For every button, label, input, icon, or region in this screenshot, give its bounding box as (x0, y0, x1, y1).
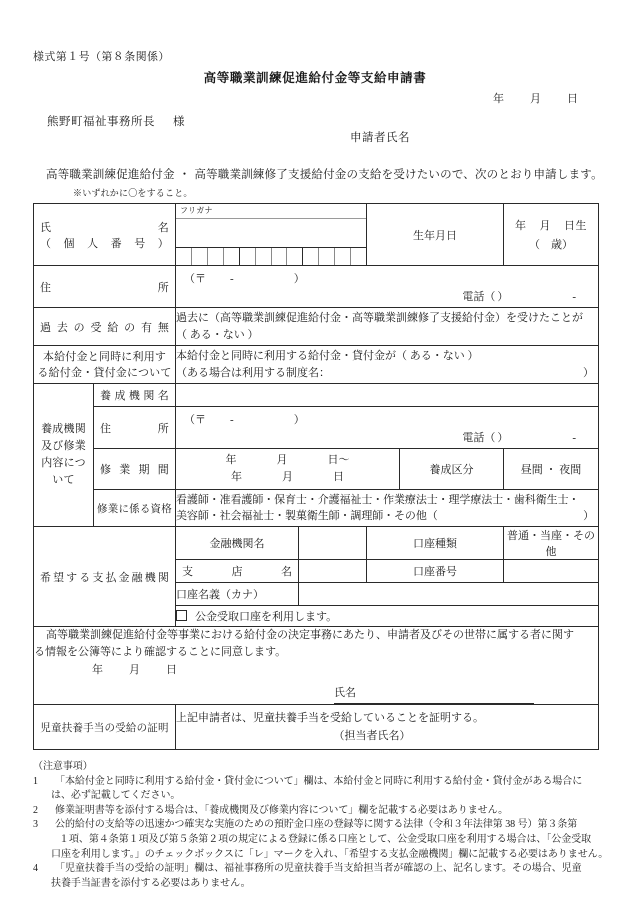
concurrent-line2: （ある場合は利用する制度名： (176, 366, 331, 379)
zip-line (176, 266, 598, 286)
account-holder-label: 口座名義（カナ） (176, 583, 299, 606)
zip-mark: （〒 (184, 273, 207, 285)
certification-label-cell (34, 705, 176, 750)
notes-section (33, 760, 613, 891)
qualification-close-paren: ） (583, 510, 595, 522)
notes-title: （注意事項） (33, 761, 93, 772)
intro-note: ※いずれかに〇をすること。 (73, 188, 193, 198)
concurrent-line2-wrap (176, 365, 598, 382)
institution-group-label-line2: 及び修業 (41, 440, 86, 452)
bank-group-label-text: 希望する支払金融機関 (40, 571, 170, 584)
name-label-line1: 氏 名 (40, 221, 170, 234)
consent-cell (34, 627, 599, 705)
institution-zip-close: ） (293, 414, 305, 426)
concurrent-value-cell[interactable] (176, 346, 599, 384)
zip-close-paren: ） (293, 273, 305, 285)
telephone-label: 電話（ (462, 291, 496, 303)
note-line: は、必ず記載してください。 (51, 790, 181, 802)
past-receipt-line1: 過去に（高等職業訓練促進給付金・高等職業訓練修了支援給付金）を受けたことが (176, 311, 584, 324)
intro-tail: の支給を受けたいので、次のとおり申請します。 (346, 169, 603, 181)
qualification-line2-wrap (176, 508, 598, 524)
my-number-box[interactable] (272, 248, 288, 265)
institution-tel-label: 電話（ (462, 432, 496, 444)
account-number-label: 口座番号 (367, 560, 504, 583)
my-number-box[interactable] (287, 248, 303, 265)
account-type-value[interactable]: 普通・当座・その他 (504, 527, 599, 560)
telephone-dash: - (572, 291, 577, 303)
period-end-day: 日 (333, 471, 345, 483)
period-start-month: 月 (276, 454, 288, 466)
institution-zip-mark: （〒 (184, 414, 207, 426)
my-number-box[interactable] (303, 248, 319, 265)
my-number-box[interactable] (319, 248, 335, 265)
note-body (51, 775, 582, 804)
furigana-label: フリガナ (176, 205, 366, 219)
institution-tel-close: ） (497, 432, 509, 444)
institution-zip-dash: - (230, 414, 234, 426)
concurrent-line2-close: ） (583, 366, 595, 379)
note-item (33, 818, 613, 862)
certification-line2[interactable]: （担当者氏名） (333, 730, 411, 742)
table-row-certification (34, 705, 599, 750)
institution-tel-dash: - (572, 432, 577, 444)
institution-name-input[interactable] (176, 384, 599, 407)
institution-address-label-text: 住 所 (100, 422, 170, 435)
past-receipt-label: 過 去 の 受 給 の 有 無 (40, 321, 170, 334)
institution-group-label-line1: 養成機関 (41, 423, 86, 435)
name-label-line2: （ 個 人 番 号 ） (40, 237, 170, 250)
my-number-box[interactable] (192, 248, 208, 265)
consent-date-year: 年 (92, 664, 103, 676)
qualification-label-text: 修業に係る資格 (97, 503, 172, 515)
table-row-name (34, 204, 599, 266)
past-receipt-line2[interactable]: （ ある・ない ） (176, 328, 259, 341)
note-body (51, 862, 582, 891)
table-row-concurrent (34, 346, 599, 384)
my-number-box[interactable] (256, 248, 272, 265)
date-day-label: 日 (567, 93, 578, 105)
institution-group-label-line4: いて (52, 474, 75, 486)
period-start-line (176, 452, 399, 469)
note-line: 公的給付の支給等の迅速かつ確実な実施のための預貯金口座の登録等に関する法律（令和３年法律第 38 号）第３条第 (55, 819, 578, 831)
certification-body-cell (176, 705, 599, 750)
name-stack (176, 205, 366, 265)
table-row-period (34, 449, 599, 490)
period-start-day: 日～ (327, 454, 350, 466)
birth-month-label: 月 (539, 220, 552, 232)
account-holder-input[interactable] (299, 583, 599, 606)
my-number-box[interactable] (335, 248, 351, 265)
note-number: 4 (33, 863, 38, 875)
institution-group-label-line3: 内容につ (41, 457, 86, 469)
note-body (51, 818, 608, 862)
age-unit: 歳） (551, 239, 574, 251)
my-number-box[interactable] (240, 248, 256, 265)
period-value-cell[interactable] (176, 449, 400, 490)
name-label-cell (34, 204, 176, 266)
table-row-consent (34, 627, 599, 705)
telephone-line (176, 286, 598, 307)
period-end-month: 月 (282, 471, 294, 483)
period-end-year: 年 (231, 471, 243, 483)
age-row (504, 236, 598, 252)
table-row-past-receipt (34, 308, 599, 346)
period-label-text: 修 業 期 間 (100, 464, 170, 476)
note-number: 1 (33, 775, 38, 787)
institution-name-label (94, 384, 176, 407)
public-account-label: 公金受取口座を利用します。 (195, 611, 338, 623)
note-line: 扶養手当証書を添付する必要はありません。 (51, 877, 251, 889)
form-number: 様式第１号（第８条関係） (33, 51, 170, 63)
note-body (51, 804, 508, 819)
account-type-label: 口座種類 (367, 527, 504, 560)
account-number-input[interactable] (504, 560, 599, 583)
address-label-cell (34, 266, 176, 308)
document-title: 高等職業訓練促進給付金等支給申請書 (203, 71, 427, 85)
consent-line1: 高等職業訓練促進給付金等事業における給付金の決定事務にあたり、申請者及びその世帯に属する者に関す (46, 629, 574, 641)
division-label: 養成区分 (400, 449, 504, 490)
concurrent-label-line1: 本給付金と同時に利用す (42, 350, 167, 363)
date-year-label: 年 (493, 93, 504, 105)
period-label (94, 449, 176, 490)
institution-address-label (94, 407, 176, 449)
past-receipt-value-cell[interactable] (176, 308, 599, 346)
division-value[interactable]: 昼間 ・ 夜間 (504, 449, 599, 490)
certification-label-text: 児童扶養手当の受給の証明 (40, 722, 169, 734)
application-table (33, 203, 599, 750)
addressee (47, 113, 185, 129)
addressee-name: 熊野町福祉事務所長 (47, 116, 155, 128)
addressee-honorific: 様 (173, 116, 185, 128)
consent-line2: る情報を公簿等により確認することに同意します。 (34, 646, 287, 658)
period-start-year: 年 (225, 454, 237, 466)
concurrent-label-cell (34, 346, 176, 384)
consent-signature-row[interactable] (34, 685, 598, 704)
birthdate-label: 生年月日 (367, 204, 504, 266)
name-input-cell[interactable] (176, 204, 367, 266)
table-row-institution-address (34, 407, 599, 449)
consent-signature-label: 氏名 (334, 685, 534, 704)
institution-address-input[interactable] (176, 407, 599, 449)
intro-benefit-a: 高等職業訓練促進給付金 (46, 169, 175, 181)
concurrent-line1[interactable]: 本給付金と同時に利用する給付金・貸付金が（ ある・ない ） (176, 349, 479, 362)
my-number-box[interactable] (208, 248, 224, 265)
birthdate-input-cell[interactable] (504, 204, 599, 266)
branch-name-label (176, 560, 299, 583)
note-item (33, 862, 613, 891)
qualification-line2[interactable]: 美容師・社会福祉士・製菓衛生師・調理師・その他（ (176, 510, 438, 522)
name-write-area[interactable] (176, 219, 366, 248)
table-row-bank-institution (34, 527, 599, 560)
table-row-qualification (34, 490, 599, 527)
public-account-row[interactable] (176, 606, 599, 627)
zip-dash: - (230, 273, 234, 285)
bank-name-label: 金融機関名 (176, 527, 299, 560)
institution-group-label-cell (34, 384, 94, 527)
birth-year-label: 年 (515, 220, 527, 232)
age-open-paren: （ (529, 239, 541, 251)
note-line: 「本給付金と同時に利用する給付金・貸付金について」欄は、本給付金と同時に利用する給付金・貸付金がある場合に (55, 775, 583, 787)
past-receipt-label-cell (34, 308, 176, 346)
note-line: 口座を利用します。」のチェックボックスに「レ」マークを入れ、「希望する支払金融機関」欄に記載する必要はありません。 (51, 848, 609, 860)
birth-day-label: 日生 (564, 220, 588, 232)
bank-name-input[interactable] (299, 527, 367, 560)
qualification-line1[interactable]: 看護師・准看護師・保育士・介護福祉士・作業療法士・理学療法士・歯科衛生士・ (176, 494, 580, 506)
certification-line1: 上記申請者は、児童扶養手当を受給していることを証明する。 (176, 712, 485, 724)
branch-name-label-text: 支 店 名 (182, 566, 293, 578)
my-number-box[interactable] (176, 248, 192, 265)
intro-separator: ・ (178, 169, 191, 181)
consent-date-line[interactable] (34, 662, 598, 679)
qualification-value-cell[interactable] (176, 490, 599, 527)
my-number-boxes[interactable] (176, 248, 366, 265)
concurrent-label-line2: る給付金・貸付金について (37, 366, 172, 379)
table-row-address (34, 266, 599, 308)
intro-sentence (46, 166, 603, 182)
note-number: 3 (33, 819, 38, 831)
address-label: 住 所 (40, 281, 170, 294)
submission-date-line (0, 90, 600, 106)
note-number: 2 (33, 804, 38, 816)
institution-telephone-line (176, 427, 598, 448)
note-line: 「児童扶養手当の受給の証明」欄は、福祉事務所の児童扶養手当支給担当者が確認の上、記名します。その場合、児童 (55, 863, 582, 875)
bank-group-label-cell (34, 527, 176, 627)
branch-name-input[interactable] (299, 560, 367, 583)
applicant-name-label: 申請者氏名 (350, 132, 410, 144)
table-row-institution-name (34, 384, 599, 407)
qualification-label (94, 490, 176, 527)
note-item (33, 775, 613, 804)
institution-zip-line (176, 407, 598, 427)
institution-name-label-text: 養 成 機 関 名 (100, 390, 170, 402)
date-month-label: 月 (530, 93, 541, 105)
note-item (33, 804, 613, 819)
consent-date-day: 日 (166, 664, 177, 676)
birthdate-ymd (504, 217, 598, 233)
note-line: 修業証明書等を添付する場合は、「養成機関及び修業内容について」欄を記載する必要はありません。 (55, 804, 509, 816)
address-input-cell[interactable] (176, 266, 599, 308)
telephone-close-paren: ） (497, 291, 509, 303)
note-line: １項、第４条第１項及び第５条第２項の規定による登録に係る口座として、公金受取口座を利用する場合は、「公金受取 (59, 833, 592, 845)
period-end-line (176, 469, 399, 486)
intro-benefit-b: 高等職業訓練修了支援給付金 (194, 169, 347, 181)
consent-date-month: 月 (129, 664, 140, 676)
my-number-box[interactable] (351, 248, 366, 265)
my-number-box[interactable] (224, 248, 240, 265)
public-account-checkbox[interactable] (176, 610, 187, 621)
